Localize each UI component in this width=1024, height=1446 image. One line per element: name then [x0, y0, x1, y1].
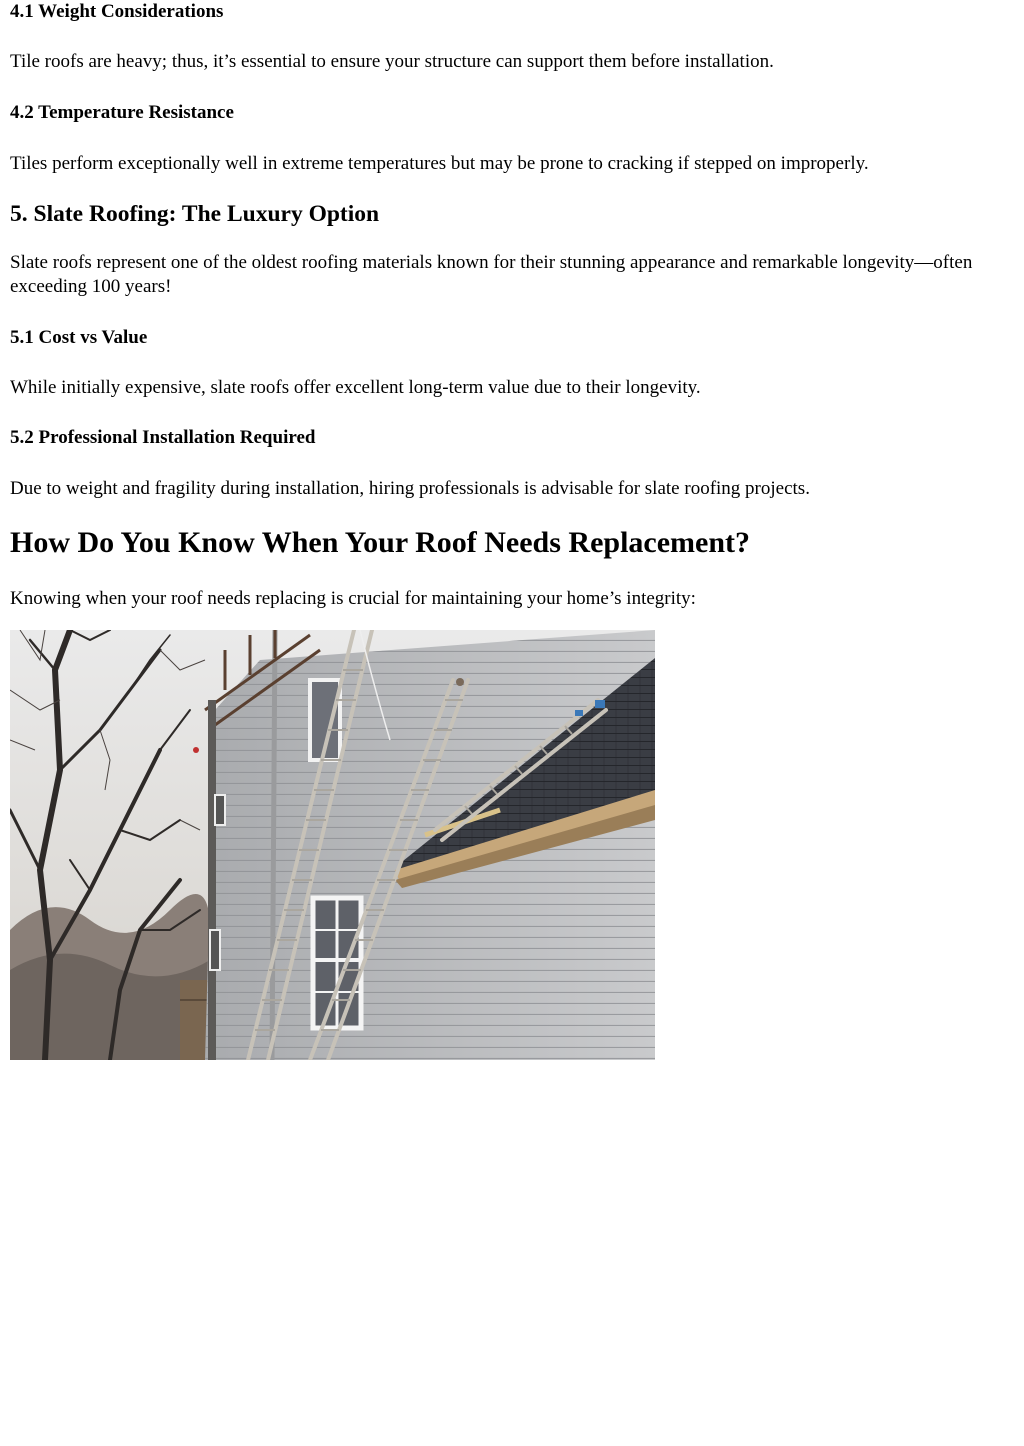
- section-4-2-heading: 4.2 Temperature Resistance: [10, 102, 234, 123]
- main-heading: How Do You Know When Your Roof Needs Replacement?: [10, 526, 751, 559]
- house-ladders-photo: [10, 630, 655, 1060]
- section-4-1-paragraph: Tile roofs are heavy; thus, it’s essential to ensure your structure can support them before installation.: [10, 51, 774, 72]
- section-5-2-heading: 5.2 Professional Installation Required: [10, 427, 316, 448]
- main-paragraph: Knowing when your roof needs replacing is crucial for maintaining your home’s integrity:: [10, 588, 696, 609]
- section-5-1-paragraph: While initially expensive, slate roofs offer excellent long-term value due to their longevity.: [10, 377, 701, 398]
- section-4-2-paragraph: Tiles perform exceptionally well in extreme temperatures but may be prone to cracking if stepped on improperly.: [10, 153, 869, 174]
- section-5-paragraph: Slate roofs represent one of the oldest roofing materials known for their stunning appearance and remarkable longevity—often exceeding 100 years!: [10, 252, 973, 297]
- section-4-1-heading: 4.1 Weight Considerations: [10, 1, 224, 22]
- section-5-heading: 5. Slate Roofing: The Luxury Option: [10, 201, 380, 227]
- section-5-2-paragraph: Due to weight and fragility during installation, hiring professionals is advisable for slate roofing projects.: [10, 478, 810, 499]
- section-5-1-heading: 5.1 Cost vs Value: [10, 327, 148, 348]
